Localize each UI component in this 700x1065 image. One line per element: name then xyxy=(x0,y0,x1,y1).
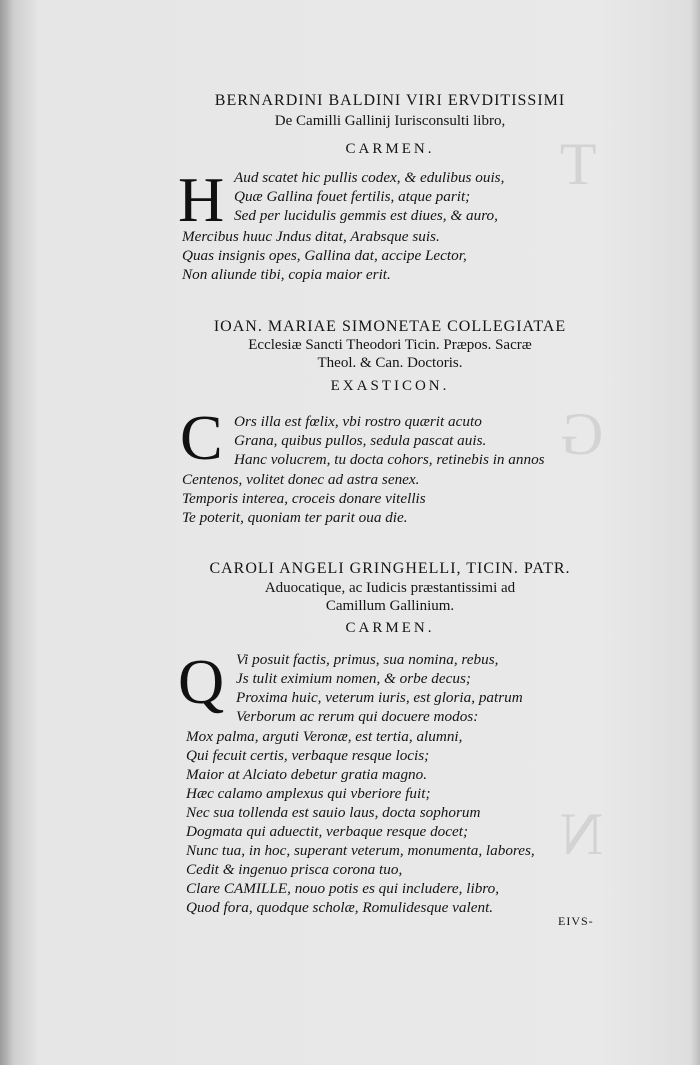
section-2-heading-line-1: IOAN. MARIAE SIMONETAE COLLEGIATAE xyxy=(213,318,567,335)
verse-line: Quas insignis opes, Gallina dat, accipe Lector, xyxy=(182,247,467,264)
section-3-heading-line-3: Camillum Gallinium. xyxy=(325,598,455,614)
show-through-text: N xyxy=(560,801,604,867)
verse-line: Maior at Alciato debetur gratia magno. xyxy=(186,766,428,783)
verse-line: Quæ Gallina fouet fertilis, atque parit; xyxy=(234,188,471,205)
section-3-title: CARMEN. xyxy=(345,620,435,636)
verse-line: Verborum ac rerum qui docuere modos: xyxy=(236,708,479,725)
section-1-heading-line-1: BERNARDINI BALDINI VIRI ERVDITISSIMI xyxy=(214,92,566,109)
verse-line: Dogmata qui aduectit, verbaque resque docet; xyxy=(186,823,469,840)
verse-line: Hanc volucrem, tu docta cohors, retinebis in annos xyxy=(234,451,545,468)
section-3-heading-line-2: Aduocatique, ac Iudicis præstantissimi ad xyxy=(264,580,516,596)
verse-line: Qui fecuit certis, verbaque resque locis; xyxy=(186,747,430,764)
verse-line: Centenos, volitet donec ad astra senex. xyxy=(182,471,420,488)
show-through-text: T xyxy=(560,131,597,197)
verse-line: Nunc tua, in hoc, superant veterum, monumenta, labores, xyxy=(186,842,535,859)
verse-line: Aud scatet hic pullis codex, & edulibus ouis, xyxy=(234,169,505,186)
show-through-text: G xyxy=(560,401,604,467)
verse-line: Mox palma, arguti Veronæ, est tertia, alumni, xyxy=(186,728,463,745)
section-2-title: EXASTICON. xyxy=(330,378,450,394)
section-1-heading-line-2: De Camilli Gallinij Iurisconsulti libro, xyxy=(274,113,506,129)
verse-line: Vi posuit factis, primus, sua nomina, rebus, xyxy=(236,651,499,668)
verse-line: Ors illa est fœlix, vbi rostro quærit acuto xyxy=(234,413,482,430)
section-3-heading-line-1: CAROLI ANGELI GRINGHELLI, TICIN. PATR. xyxy=(209,560,571,577)
verse-line: Clare CAMILLE, nouo potis es qui includere, libro, xyxy=(186,880,500,897)
verse-line: Nec sua tollenda est sauio laus, docta sophorum xyxy=(186,804,481,821)
verse-line: Non aliunde tibi, copia maior erit. xyxy=(182,266,391,283)
verse-line: Sed per lucidulis gemmis est diues, & auro, xyxy=(234,207,498,224)
section-2-heading-line-3: Theol. & Can. Doctoris. xyxy=(317,355,463,371)
verse-line: Cedit & ingenuo prisca corona tuo, xyxy=(186,861,403,878)
verse-line: Mercibus huuc Jndus ditat, Arabsque suis. xyxy=(182,228,440,245)
section-3-dropcap: Q xyxy=(178,646,225,717)
verse-line: Js tulit eximium nomen, & orbe decus; xyxy=(236,670,471,687)
verse-line: Hæc calamo amplexus qui vberiore fuit; xyxy=(186,785,431,802)
section-1-dropcap: H xyxy=(178,164,225,235)
verse-line: Quod fora, quodque scholæ, Romulidesque valent. xyxy=(186,899,494,916)
section-2-dropcap: C xyxy=(180,402,223,473)
catchword: EIVS- xyxy=(558,914,594,928)
verse-line: Grana, quibus pullos, sedula pascat auis. xyxy=(234,432,487,449)
verse-line: Proxima huic, veterum iuris, est gloria, patrum xyxy=(236,689,523,706)
verse-line: Te poterit, quoniam ter parit oua die. xyxy=(182,509,408,526)
verse-line: Temporis interea, croceis donare vitellis xyxy=(182,490,426,507)
section-1-title: CARMEN. xyxy=(345,141,435,157)
section-2-heading-line-2: Ecclesiæ Sancti Theodori Ticin. Præpos. Sacræ xyxy=(248,337,532,353)
